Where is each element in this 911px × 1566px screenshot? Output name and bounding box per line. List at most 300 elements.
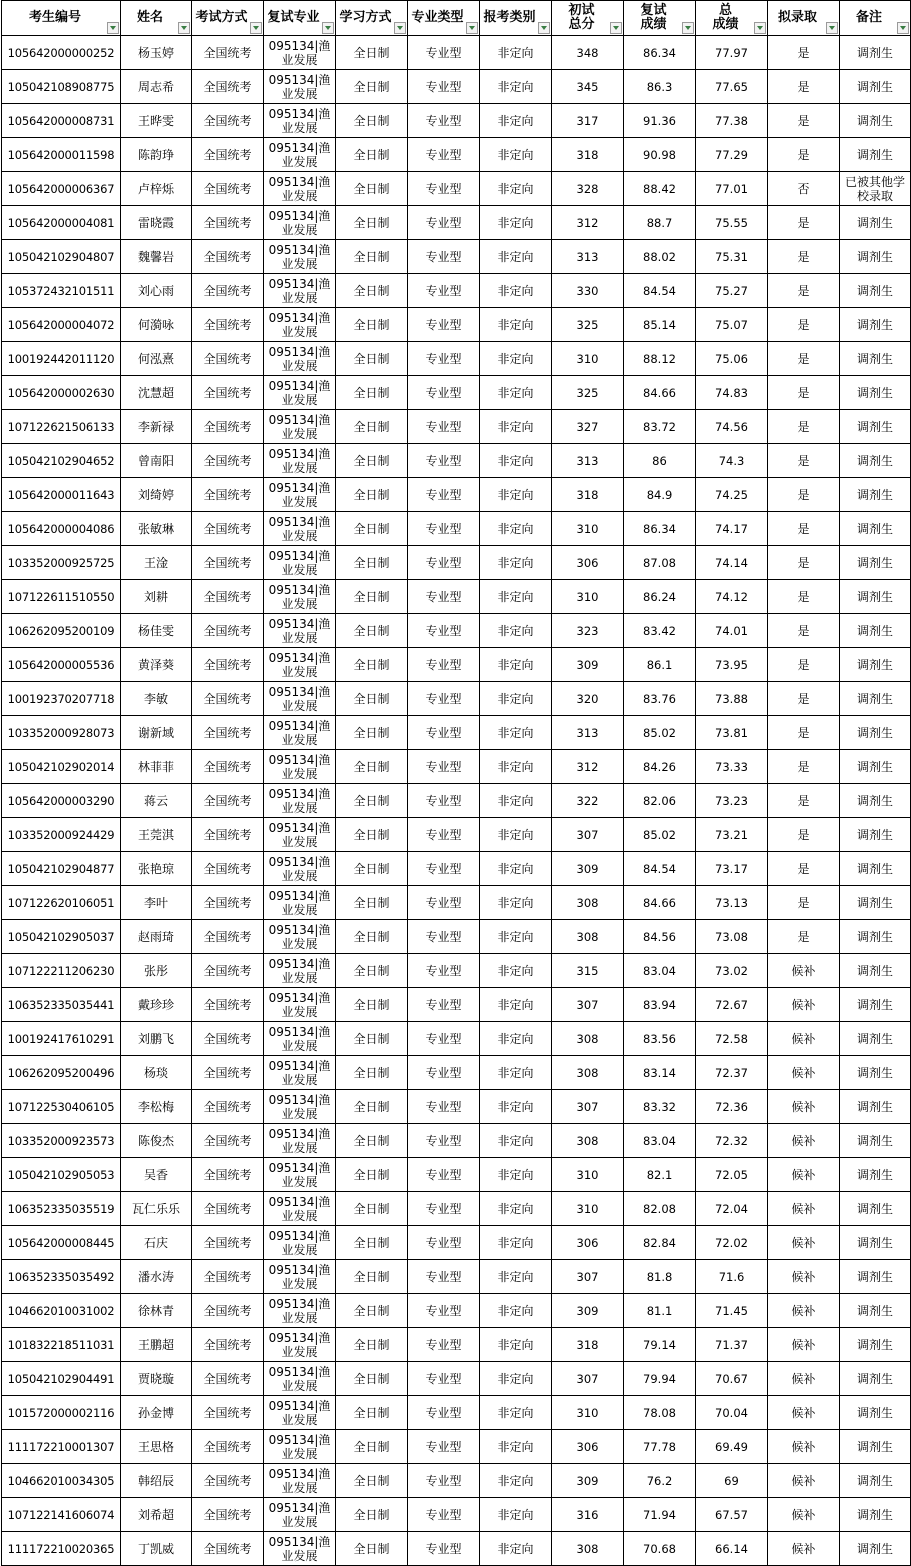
cell-major-type: 专业型 [408, 682, 480, 716]
cell-total-score: 72.04 [696, 1192, 768, 1226]
cell-admit: 是 [768, 614, 840, 648]
cell-total-score: 71.37 [696, 1328, 768, 1362]
cell-major-type: 专业型 [408, 954, 480, 988]
cell-retest-score: 84.26 [624, 750, 696, 784]
cell-admit: 是 [768, 920, 840, 954]
cell-study-mode: 全日制 [336, 342, 408, 376]
cell-remark: 调剂生 [840, 308, 911, 342]
cell-remark: 调剂生 [840, 1056, 911, 1090]
column-header-label: 总 成绩 [712, 3, 739, 32]
cell-apply-category: 非定向 [480, 1294, 552, 1328]
table-row [2, 1124, 911, 1158]
cell-apply-category: 非定向 [480, 104, 552, 138]
cell-study-mode: 全日制 [336, 1532, 408, 1566]
cell-major-type: 专业型 [408, 104, 480, 138]
cell-retest-score: 83.76 [624, 682, 696, 716]
cell-retest-score: 81.8 [624, 1260, 696, 1294]
cell-admit: 是 [768, 104, 840, 138]
cell-student-id: 106262095200496 [2, 1056, 121, 1090]
cell-name: 王晔雯 [121, 104, 192, 138]
cell-admit: 候补 [768, 1090, 840, 1124]
cell-admit: 候补 [768, 1532, 840, 1566]
cell-major-type: 专业型 [408, 988, 480, 1022]
cell-study-mode: 全日制 [336, 206, 408, 240]
cell-admit: 候补 [768, 1396, 840, 1430]
cell-remark: 调剂生 [840, 1090, 911, 1124]
cell-exam-mode: 全国统考 [192, 1056, 264, 1090]
cell-apply-category: 非定向 [480, 1158, 552, 1192]
cell-study-mode: 全日制 [336, 852, 408, 886]
table-row [2, 1192, 911, 1226]
cell-total-score: 70.04 [696, 1396, 768, 1430]
cell-exam-mode: 全国统考 [192, 70, 264, 104]
cell-initial-score: 307 [552, 1090, 624, 1124]
cell-study-mode: 全日制 [336, 1498, 408, 1532]
cell-student-id: 106352335035492 [2, 1260, 121, 1294]
cell-study-mode: 全日制 [336, 716, 408, 750]
cell-exam-mode: 全国统考 [192, 36, 264, 70]
cell-exam-mode: 全国统考 [192, 104, 264, 138]
cell-name: 王淦 [121, 546, 192, 580]
filter-dropdown-icon[interactable] [250, 22, 262, 34]
cell-retest-major: 095134|渔 业发展 [264, 70, 336, 104]
cell-study-mode: 全日制 [336, 1192, 408, 1226]
table-row [2, 954, 911, 988]
cell-retest-score: 84.56 [624, 920, 696, 954]
cell-admit: 是 [768, 138, 840, 172]
cell-admit: 候补 [768, 954, 840, 988]
cell-student-id: 101572000002116 [2, 1396, 121, 1430]
cell-student-id: 105642000005536 [2, 648, 121, 682]
cell-remark: 调剂生 [840, 716, 911, 750]
table-row [2, 376, 911, 410]
cell-major-type: 专业型 [408, 1532, 480, 1566]
cell-retest-major: 095134|渔 业发展 [264, 988, 336, 1022]
table-row [2, 682, 911, 716]
cell-major-type: 专业型 [408, 648, 480, 682]
cell-apply-category: 非定向 [480, 1022, 552, 1056]
cell-student-id: 105642000011643 [2, 478, 121, 512]
cell-admit: 是 [768, 648, 840, 682]
cell-retest-score: 88.02 [624, 240, 696, 274]
cell-retest-major: 095134|渔 业发展 [264, 784, 336, 818]
cell-name: 石庆 [121, 1226, 192, 1260]
filter-dropdown-icon[interactable] [466, 22, 478, 34]
cell-retest-major: 095134|渔 业发展 [264, 478, 336, 512]
cell-total-score: 69 [696, 1464, 768, 1498]
cell-initial-score: 308 [552, 1056, 624, 1090]
column-header-label: 考试方式 [195, 10, 248, 25]
column-header-label: 姓名 [136, 10, 163, 25]
cell-study-mode: 全日制 [336, 376, 408, 410]
cell-initial-score: 308 [552, 1532, 624, 1566]
cell-total-score: 74.83 [696, 376, 768, 410]
cell-exam-mode: 全国统考 [192, 1260, 264, 1294]
cell-initial-score: 310 [552, 580, 624, 614]
cell-apply-category: 非定向 [480, 580, 552, 614]
cell-study-mode: 全日制 [336, 478, 408, 512]
cell-student-id: 104662010031002 [2, 1294, 121, 1328]
cell-study-mode: 全日制 [336, 308, 408, 342]
column-header-name [121, 1, 192, 36]
cell-total-score: 71.45 [696, 1294, 768, 1328]
filter-dropdown-icon[interactable] [682, 22, 694, 34]
cell-student-id: 104662010034305 [2, 1464, 121, 1498]
cell-total-score: 72.32 [696, 1124, 768, 1158]
cell-study-mode: 全日制 [336, 1158, 408, 1192]
cell-apply-category: 非定向 [480, 682, 552, 716]
cell-total-score: 74.01 [696, 614, 768, 648]
cell-major-type: 专业型 [408, 138, 480, 172]
cell-study-mode: 全日制 [336, 410, 408, 444]
cell-initial-score: 310 [552, 1158, 624, 1192]
cell-remark: 调剂生 [840, 1464, 911, 1498]
cell-total-score: 77.38 [696, 104, 768, 138]
cell-name: 丁凯威 [121, 1532, 192, 1566]
cell-major-type: 专业型 [408, 1498, 480, 1532]
cell-total-score: 73.95 [696, 648, 768, 682]
cell-study-mode: 全日制 [336, 444, 408, 478]
cell-initial-score: 307 [552, 988, 624, 1022]
column-header-apply-category [480, 1, 552, 36]
cell-remark: 调剂生 [840, 1430, 911, 1464]
cell-total-score: 74.14 [696, 546, 768, 580]
cell-admit: 候补 [768, 1022, 840, 1056]
cell-total-score: 69.49 [696, 1430, 768, 1464]
cell-initial-score: 309 [552, 1464, 624, 1498]
table-row [2, 750, 911, 784]
cell-retest-major: 095134|渔 业发展 [264, 36, 336, 70]
cell-remark: 调剂生 [840, 1396, 911, 1430]
cell-retest-major: 095134|渔 业发展 [264, 920, 336, 954]
cell-retest-score: 70.68 [624, 1532, 696, 1566]
cell-admit: 是 [768, 308, 840, 342]
cell-remark: 调剂生 [840, 1294, 911, 1328]
cell-initial-score: 307 [552, 1362, 624, 1396]
cell-name: 林菲菲 [121, 750, 192, 784]
cell-retest-major: 095134|渔 业发展 [264, 546, 336, 580]
cell-remark: 调剂生 [840, 818, 911, 852]
cell-apply-category: 非定向 [480, 274, 552, 308]
cell-retest-major: 095134|渔 业发展 [264, 342, 336, 376]
cell-initial-score: 308 [552, 920, 624, 954]
cell-major-type: 专业型 [408, 172, 480, 206]
cell-total-score: 73.23 [696, 784, 768, 818]
cell-admit: 是 [768, 240, 840, 274]
table-row [2, 784, 911, 818]
cell-retest-score: 86.24 [624, 580, 696, 614]
cell-study-mode: 全日制 [336, 614, 408, 648]
cell-apply-category: 非定向 [480, 308, 552, 342]
cell-admit: 候补 [768, 1464, 840, 1498]
cell-initial-score: 318 [552, 478, 624, 512]
cell-apply-category: 非定向 [480, 1328, 552, 1362]
cell-remark: 调剂生 [840, 376, 911, 410]
cell-student-id: 107122211206230 [2, 954, 121, 988]
cell-retest-score: 84.66 [624, 376, 696, 410]
cell-admit: 候补 [768, 1226, 840, 1260]
table-row [2, 1260, 911, 1294]
cell-remark: 调剂生 [840, 512, 911, 546]
cell-major-type: 专业型 [408, 1430, 480, 1464]
cell-student-id: 103352000925725 [2, 546, 121, 580]
cell-study-mode: 全日制 [336, 1328, 408, 1362]
cell-major-type: 专业型 [408, 342, 480, 376]
cell-apply-category: 非定向 [480, 172, 552, 206]
cell-apply-category: 非定向 [480, 1532, 552, 1566]
cell-major-type: 专业型 [408, 1022, 480, 1056]
cell-retest-score: 78.08 [624, 1396, 696, 1430]
cell-name: 王莞淇 [121, 818, 192, 852]
table-row [2, 1532, 911, 1566]
cell-apply-category: 非定向 [480, 240, 552, 274]
cell-student-id: 101832218511031 [2, 1328, 121, 1362]
cell-name: 李松梅 [121, 1090, 192, 1124]
cell-retest-major: 095134|渔 业发展 [264, 716, 336, 750]
cell-admit: 候补 [768, 1430, 840, 1464]
cell-study-mode: 全日制 [336, 1294, 408, 1328]
cell-apply-category: 非定向 [480, 818, 552, 852]
cell-remark: 调剂生 [840, 1260, 911, 1294]
cell-admit: 候补 [768, 1158, 840, 1192]
cell-remark: 调剂生 [840, 274, 911, 308]
cell-remark: 调剂生 [840, 138, 911, 172]
cell-name: 蒋云 [121, 784, 192, 818]
cell-retest-major: 095134|渔 业发展 [264, 1362, 336, 1396]
cell-retest-major: 095134|渔 业发展 [264, 308, 336, 342]
cell-study-mode: 全日制 [336, 546, 408, 580]
cell-student-id: 100192442011120 [2, 342, 121, 376]
cell-student-id: 100192417610291 [2, 1022, 121, 1056]
cell-retest-score: 82.06 [624, 784, 696, 818]
cell-admit: 是 [768, 784, 840, 818]
header-row [2, 1, 911, 36]
cell-name: 杨玉婷 [121, 36, 192, 70]
cell-initial-score: 316 [552, 1498, 624, 1532]
cell-major-type: 专业型 [408, 818, 480, 852]
cell-apply-category: 非定向 [480, 614, 552, 648]
cell-remark: 调剂生 [840, 920, 911, 954]
cell-admit: 候补 [768, 1192, 840, 1226]
cell-initial-score: 327 [552, 410, 624, 444]
cell-apply-category: 非定向 [480, 750, 552, 784]
cell-retest-major: 095134|渔 业发展 [264, 172, 336, 206]
cell-remark: 调剂生 [840, 546, 911, 580]
filter-dropdown-icon[interactable] [178, 22, 190, 34]
filter-dropdown-icon[interactable] [322, 22, 334, 34]
cell-major-type: 专业型 [408, 1260, 480, 1294]
column-header-label: 考生编号 [28, 10, 81, 25]
cell-student-id: 105642000006367 [2, 172, 121, 206]
cell-remark: 调剂生 [840, 1158, 911, 1192]
table-row [2, 172, 911, 206]
cell-total-score: 72.58 [696, 1022, 768, 1056]
cell-initial-score: 313 [552, 444, 624, 478]
column-header-student-id [2, 1, 121, 36]
cell-exam-mode: 全国统考 [192, 1090, 264, 1124]
cell-name: 韩绍辰 [121, 1464, 192, 1498]
cell-name: 杨琰 [121, 1056, 192, 1090]
cell-total-score: 72.05 [696, 1158, 768, 1192]
column-header-admit [768, 1, 840, 36]
cell-remark: 调剂生 [840, 1498, 911, 1532]
cell-initial-score: 320 [552, 682, 624, 716]
cell-retest-score: 82.08 [624, 1192, 696, 1226]
cell-exam-mode: 全国统考 [192, 886, 264, 920]
cell-retest-major: 095134|渔 业发展 [264, 1498, 336, 1532]
cell-retest-major: 095134|渔 业发展 [264, 818, 336, 852]
cell-initial-score: 313 [552, 240, 624, 274]
cell-apply-category: 非定向 [480, 1430, 552, 1464]
cell-initial-score: 317 [552, 104, 624, 138]
filter-dropdown-icon[interactable] [538, 22, 550, 34]
table-row [2, 104, 911, 138]
cell-admit: 是 [768, 70, 840, 104]
cell-initial-score: 323 [552, 614, 624, 648]
cell-student-id: 106352335035441 [2, 988, 121, 1022]
cell-study-mode: 全日制 [336, 1396, 408, 1430]
cell-student-id: 107122530406105 [2, 1090, 121, 1124]
cell-remark: 调剂生 [840, 206, 911, 240]
filter-dropdown-icon[interactable] [394, 22, 406, 34]
cell-name: 贾晓璇 [121, 1362, 192, 1396]
cell-admit: 是 [768, 852, 840, 886]
cell-name: 张艳琼 [121, 852, 192, 886]
cell-major-type: 专业型 [408, 1464, 480, 1498]
cell-name: 潘水涛 [121, 1260, 192, 1294]
cell-retest-score: 84.66 [624, 886, 696, 920]
cell-student-id: 105642000000252 [2, 36, 121, 70]
cell-retest-score: 88.42 [624, 172, 696, 206]
cell-student-id: 105642000008445 [2, 1226, 121, 1260]
cell-exam-mode: 全国统考 [192, 1158, 264, 1192]
cell-exam-mode: 全国统考 [192, 852, 264, 886]
cell-remark: 调剂生 [840, 36, 911, 70]
column-header-label: 学习方式 [339, 10, 392, 25]
column-header-label: 专业类型 [411, 10, 464, 25]
cell-remark: 调剂生 [840, 1362, 911, 1396]
cell-initial-score: 313 [552, 716, 624, 750]
column-header-label: 复试 成绩 [640, 3, 667, 32]
cell-exam-mode: 全国统考 [192, 1328, 264, 1362]
cell-retest-major: 095134|渔 业发展 [264, 852, 336, 886]
cell-name: 沈慧超 [121, 376, 192, 410]
column-header-label: 报考类别 [483, 10, 536, 25]
cell-retest-score: 81.1 [624, 1294, 696, 1328]
cell-initial-score: 348 [552, 36, 624, 70]
cell-remark: 调剂生 [840, 1226, 911, 1260]
cell-exam-mode: 全国统考 [192, 274, 264, 308]
cell-total-score: 73.33 [696, 750, 768, 784]
cell-initial-score: 310 [552, 512, 624, 546]
filter-dropdown-icon[interactable] [107, 22, 119, 34]
cell-remark: 调剂生 [840, 410, 911, 444]
cell-admit: 候补 [768, 988, 840, 1022]
cell-student-id: 105042102904807 [2, 240, 121, 274]
table-row [2, 546, 911, 580]
cell-admit: 否 [768, 172, 840, 206]
cell-retest-major: 095134|渔 业发展 [264, 240, 336, 274]
cell-study-mode: 全日制 [336, 1090, 408, 1124]
filter-dropdown-icon[interactable] [754, 22, 766, 34]
cell-retest-score: 86.1 [624, 648, 696, 682]
cell-student-id: 105042102904877 [2, 852, 121, 886]
cell-apply-category: 非定向 [480, 70, 552, 104]
cell-apply-category: 非定向 [480, 1498, 552, 1532]
table-row [2, 70, 911, 104]
cell-apply-category: 非定向 [480, 444, 552, 478]
cell-student-id: 105042102905037 [2, 920, 121, 954]
cell-student-id: 103352000923573 [2, 1124, 121, 1158]
cell-remark: 已被其他学 校录取 [840, 172, 911, 206]
cell-major-type: 专业型 [408, 1090, 480, 1124]
cell-admit: 是 [768, 580, 840, 614]
cell-name: 吴香 [121, 1158, 192, 1192]
cell-name: 卢梓烁 [121, 172, 192, 206]
filter-dropdown-icon[interactable] [897, 22, 909, 34]
cell-exam-mode: 全国统考 [192, 1532, 264, 1566]
cell-major-type: 专业型 [408, 240, 480, 274]
cell-student-id: 105642000002630 [2, 376, 121, 410]
cell-study-mode: 全日制 [336, 818, 408, 852]
cell-total-score: 73.13 [696, 886, 768, 920]
cell-major-type: 专业型 [408, 1124, 480, 1158]
cell-initial-score: 315 [552, 954, 624, 988]
cell-retest-score: 82.1 [624, 1158, 696, 1192]
cell-exam-mode: 全国统考 [192, 1124, 264, 1158]
table-row [2, 444, 911, 478]
cell-total-score: 73.02 [696, 954, 768, 988]
cell-major-type: 专业型 [408, 444, 480, 478]
cell-major-type: 专业型 [408, 478, 480, 512]
cell-major-type: 专业型 [408, 580, 480, 614]
cell-total-score: 74.12 [696, 580, 768, 614]
filter-dropdown-icon[interactable] [610, 22, 622, 34]
cell-apply-category: 非定向 [480, 138, 552, 172]
cell-major-type: 专业型 [408, 36, 480, 70]
cell-study-mode: 全日制 [336, 1056, 408, 1090]
cell-retest-major: 095134|渔 业发展 [264, 512, 336, 546]
cell-name: 杨佳雯 [121, 614, 192, 648]
cell-study-mode: 全日制 [336, 1362, 408, 1396]
table-row [2, 1226, 911, 1260]
cell-initial-score: 308 [552, 1124, 624, 1158]
cell-student-id: 105642000004081 [2, 206, 121, 240]
cell-retest-score: 85.02 [624, 818, 696, 852]
cell-remark: 调剂生 [840, 1328, 911, 1362]
column-header-study-mode [336, 1, 408, 36]
cell-study-mode: 全日制 [336, 580, 408, 614]
cell-apply-category: 非定向 [480, 1056, 552, 1090]
cell-admit: 是 [768, 512, 840, 546]
cell-initial-score: 312 [552, 750, 624, 784]
cell-total-score: 77.29 [696, 138, 768, 172]
cell-admit: 候补 [768, 1260, 840, 1294]
table-row [2, 1022, 911, 1056]
filter-dropdown-icon[interactable] [826, 22, 838, 34]
cell-admit: 是 [768, 818, 840, 852]
cell-exam-mode: 全国统考 [192, 172, 264, 206]
cell-major-type: 专业型 [408, 1328, 480, 1362]
cell-apply-category: 非定向 [480, 1260, 552, 1294]
column-header-major-type [408, 1, 480, 36]
cell-retest-major: 095134|渔 业发展 [264, 648, 336, 682]
cell-retest-major: 095134|渔 业发展 [264, 1294, 336, 1328]
cell-major-type: 专业型 [408, 512, 480, 546]
cell-retest-major: 095134|渔 业发展 [264, 1328, 336, 1362]
cell-student-id: 105042102902014 [2, 750, 121, 784]
cell-major-type: 专业型 [408, 1362, 480, 1396]
